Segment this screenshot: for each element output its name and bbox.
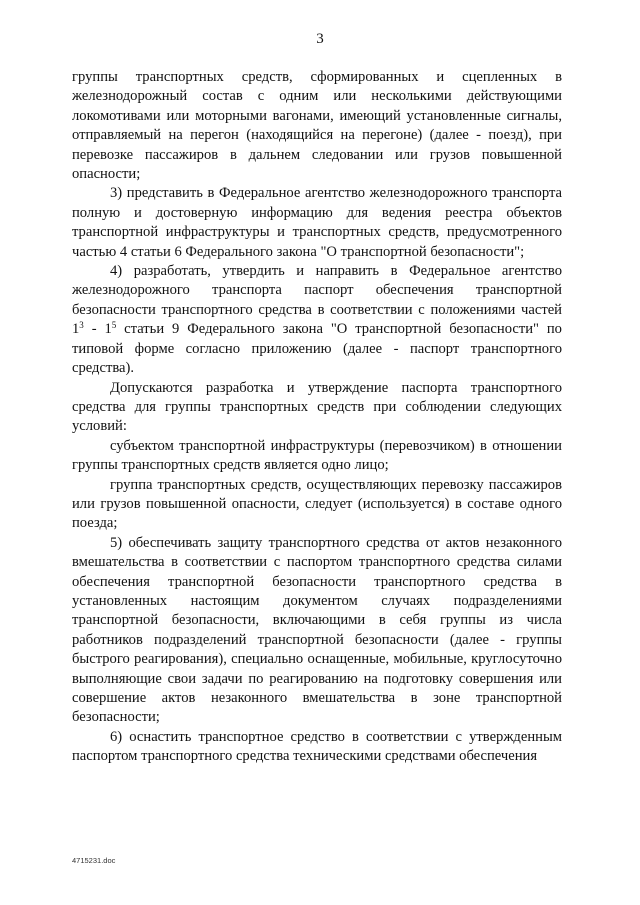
paragraph-group-passport: Допускаются разработка и утверждение паспорта транспортного средства для группы транспортных средств при соблюдении следующих условий: — [72, 379, 562, 435]
paragraph-item-3: 3) представить в Федеральное агентство железнодорожного транспорта полную и достоверную информацию для ведения реестра объектов транспортной инфраструктуры и транспортных средств, предусмотренного частью 4 статьи 6 Федерального закона "О транспортной безопасности"; — [72, 185, 562, 260]
document-body — [72, 68, 562, 767]
superscript-5: 5 — [111, 320, 117, 331]
page-number: 3 — [316, 31, 324, 47]
paragraph-condition-1: субъектом транспортной инфраструктуры (перевозчиком) в отношении группы транспортных средств является одно лицо; — [72, 437, 562, 474]
paragraph-item-4 — [72, 262, 562, 378]
paragraph-item-4-text-middle: - 1 — [83, 321, 112, 338]
paragraph-continuation: группы транспортных средств, сформированных и сцепленных в железнодорожный состав с одним или несколькими действующими локомотивами или моторными вагонами, имеющий установленные сигналы, отправляемый на перегон (находящийся на перегоне) (далее - поезд), при перевозке пассажиров в дальнем следовании или грузов повышенной опасности; — [72, 69, 562, 183]
document-code: 4715231.doc — [72, 856, 116, 865]
paragraph-item-4-text-start: 4) разработать, утвердить и направить в Федеральное агентство железнодорожного транспорта паспорт обеспечения транспортной безопасности транспортного средства в соответствии с положениями частей 1 — [72, 263, 562, 338]
paragraph-condition-2: группа транспортных средств, осуществляющих перевозку пассажиров или грузов повышенной опасности, следует (используется) в составе одного поезда; — [72, 476, 562, 532]
paragraph-item-4-text-end: статьи 9 Федерального закона "О транспортной безопасности" по типовой форме согласно приложению (далее - паспорт транспортного средства). — [72, 321, 562, 377]
paragraph-item-5: 5) обеспечивать защиту транспортного средства от актов незаконного вмешательства в соответствии с паспортом транспортного средства силами обеспечения транспортной безопасности транспортного средства в установленных настоящим документом случаях подразделениями транспортной безопасности, включающими в себя группы из числа работников подразделений транспортной безопасности (далее - группы быстрого реагирования), специально оснащенные, мобильные, круглосуточно выполняющие свои задачи по реагированию на подготовку совершения или совершение актов незаконного вмешательства в зоне транспортной безопасности; — [72, 534, 562, 726]
paragraph-item-6: 6) оснастить транспортное средство в соответствии с утвержденным паспортом транспортного средства техническими средствами обеспечения — [72, 728, 562, 765]
superscript-3: 3 — [79, 320, 84, 331]
